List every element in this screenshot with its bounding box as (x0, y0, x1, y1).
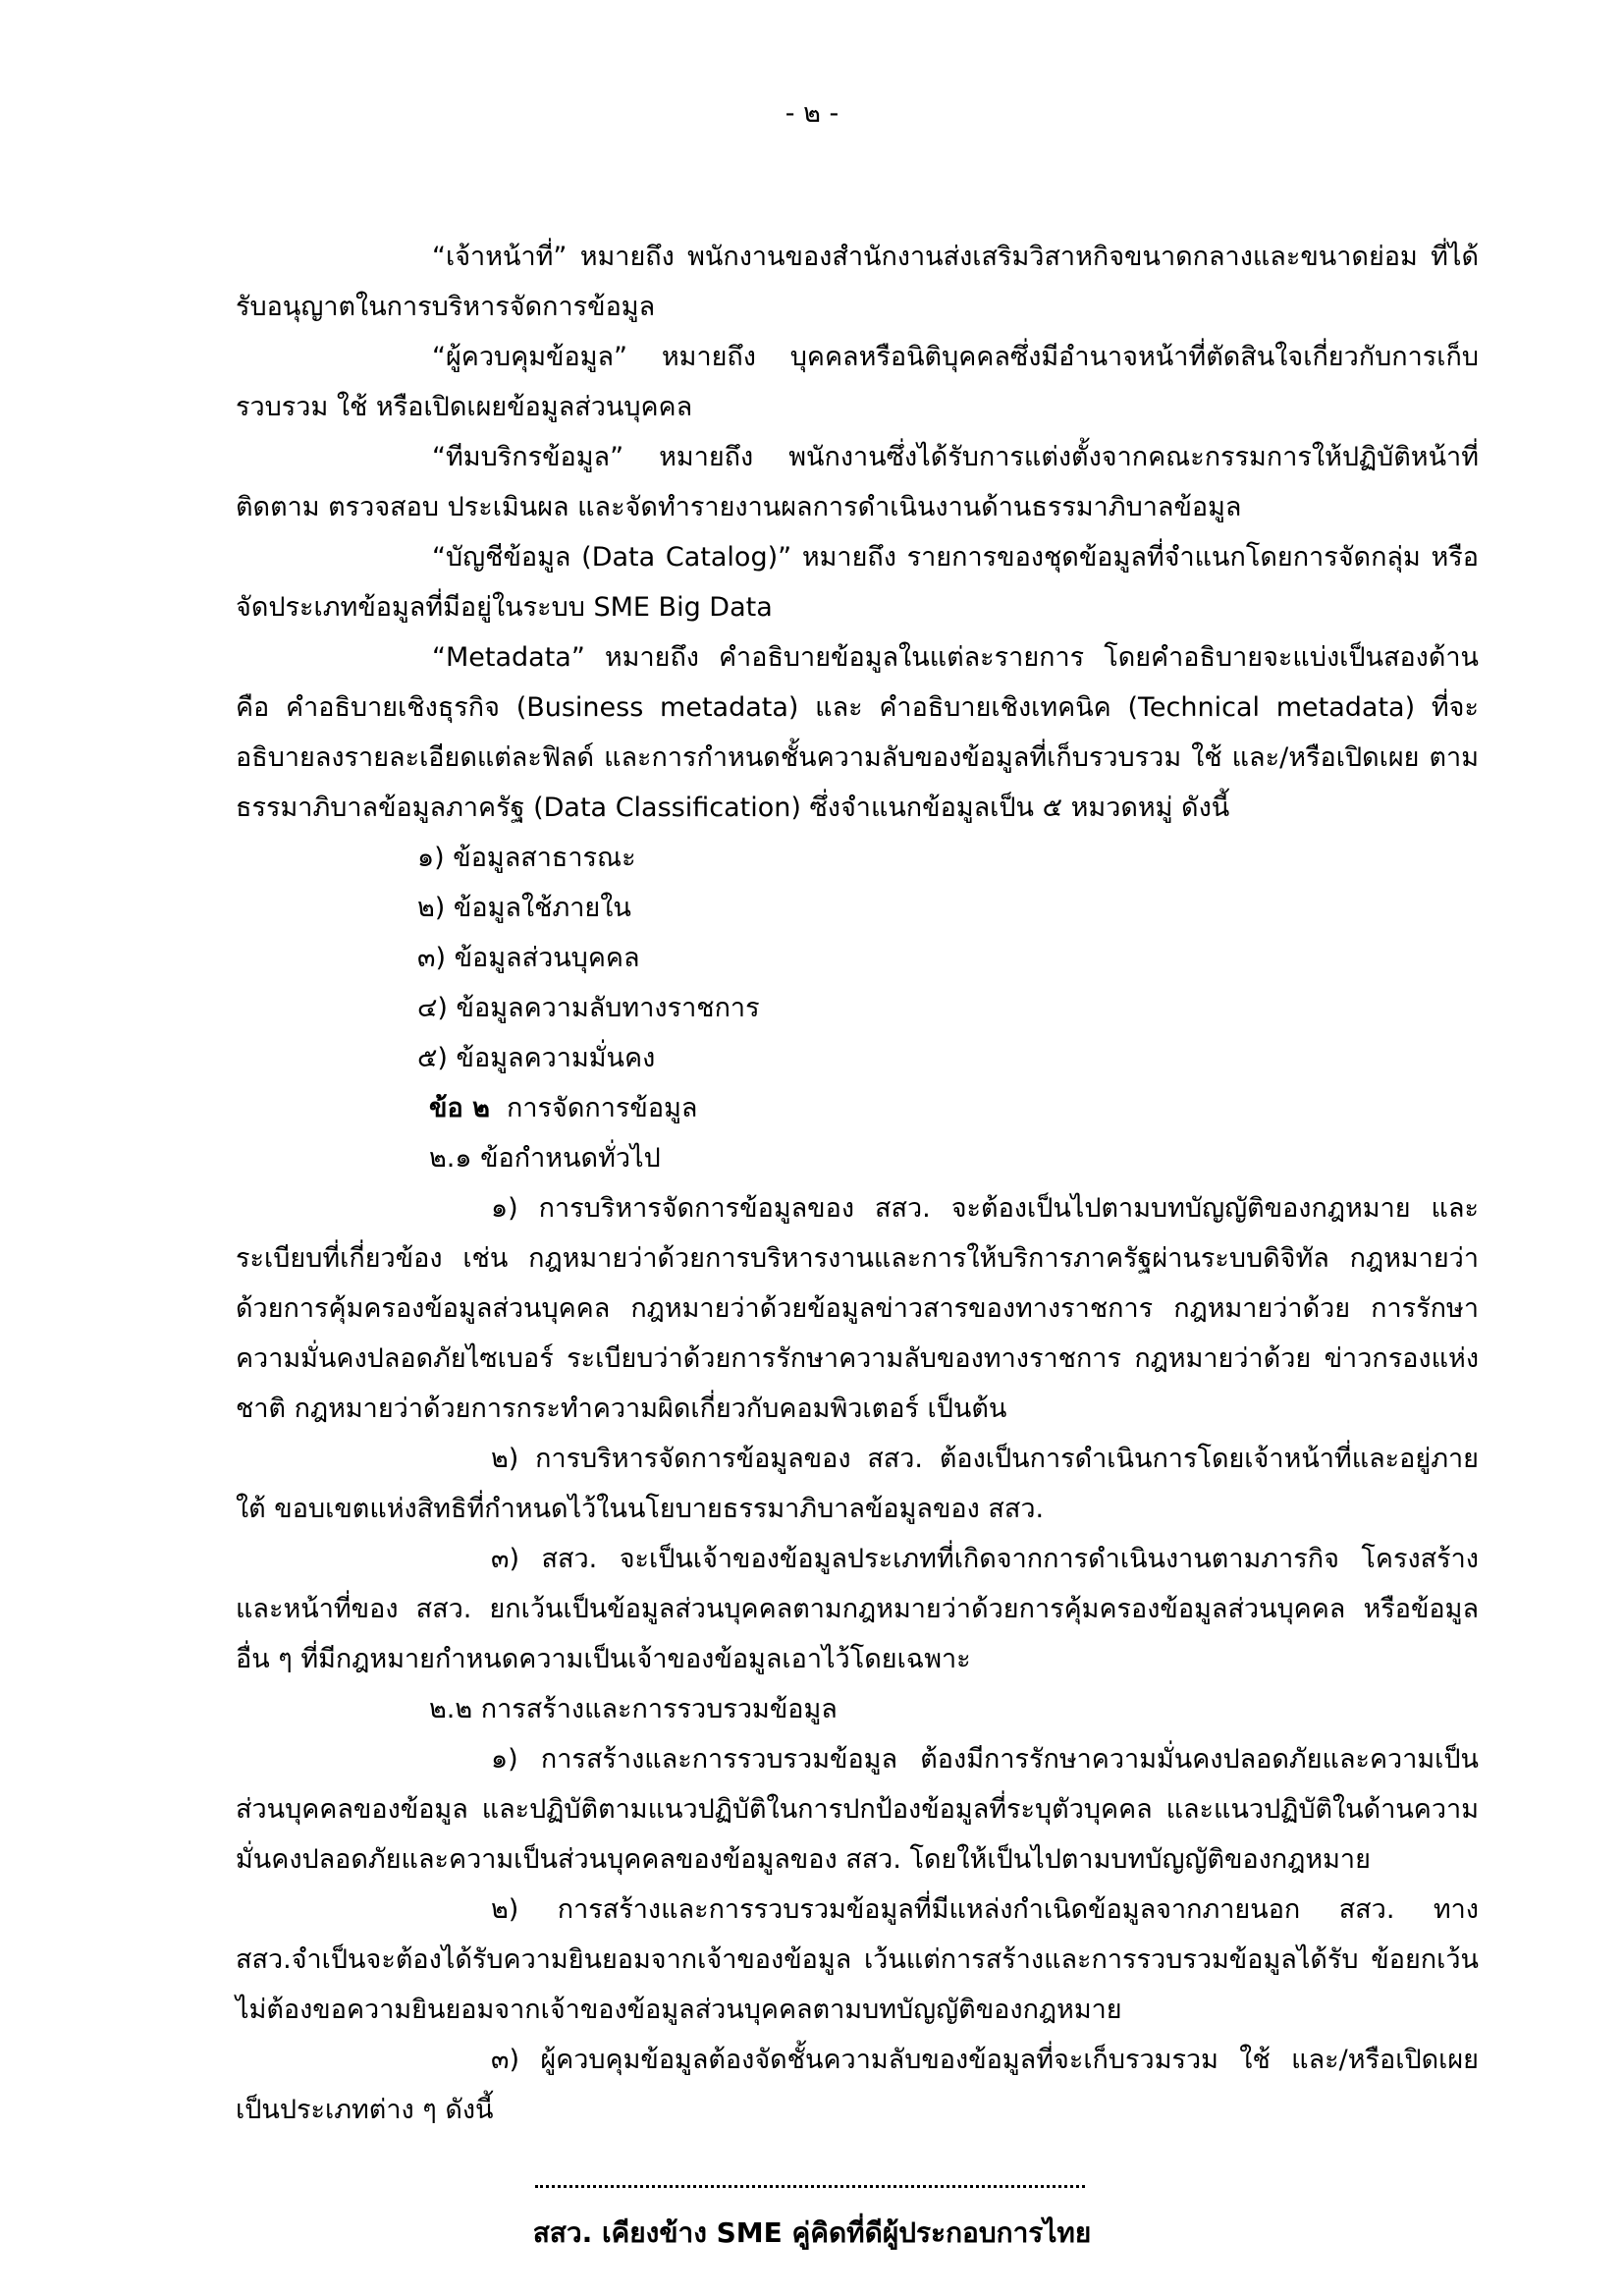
clause-title: การจัดการข้อมูล (507, 1093, 698, 1123)
definition-data-catalog: “บัญชีข้อมูล (Data Catalog)” หมายถึง รายการของชุดข้อมูลที่จำแนกโดยการจัดกลุ่ม หรือจัดประเภทข้อมูลที่มีอยู่ในระบบ SME Big Data (236, 542, 1479, 623)
section-2-1-item: ๑) การบริหารจัดการข้อมูลของ สสว. จะต้องเป็นไปตามบทบัญญัติของกฎหมาย และระเบียบที่เกี่ยวข้อง เช่น กฎหมายว่าด้วยการบริหารงานและการให้บริการภาครัฐผ่านระบบดิจิทัล กฎหมายว่าด้วยการคุ้มครองข้อมูลส่วนบุคคล กฎหมายว่าด้วยข้อมูลข่าวสารของทางราชการ กฎหมายว่าด้วย การรักษาความมั่นคงปลอดภัยไซเบอร์ ระเบียบว่าด้วยการรักษาความลับของทางราชการ กฎหมายว่าด้วย ข่าวกรองแห่งชาติ กฎหมายว่าด้วยการกระทำความผิดเกี่ยวกับคอมพิวเตอร์ เป็นต้น (236, 1193, 1479, 1424)
category-item: ๑) ข้อมูลสาธารณะ (417, 843, 636, 873)
section-2-1-heading: ๒.๑ ข้อกำหนดทั่วไป (429, 1143, 661, 1174)
clause-heading (236, 1083, 1479, 1133)
footer-dotted-rule (535, 2185, 1085, 2188)
definition-officer: “เจ้าหน้าที่” หมายถึง พนักงานของสำนักงานส่งเสริมวิสาหกิจขนาดกลางและขนาดย่อม ที่ได้รับอนุญาตในการบริหารจัดการข้อมูล (236, 242, 1479, 322)
section-2-2-item: ๒) การสร้างและการรวบรวมข้อมูลที่มีแหล่งกำเนิดข้อมูลจากภายนอก สสว. ทาง สสว.จำเป็นจะต้องได้รับความยินยอมจากเจ้าของข้อมูล เว้นแต่การสร้างและการรวบรวมข้อมูลได้รับ ข้อยกเว้นไม่ต้องขอความยินยอมจากเจ้าของข้อมูลส่วนบุคคลตามบทบัญญัติของกฎหมาย (236, 1894, 1479, 2025)
category-item: ๓) ข้อมูลส่วนบุคคล (417, 943, 640, 973)
footer-slogan: สสว. เคียงข้าง SME คู่คิดที่ดีผู้ประกอบการไทย (532, 2216, 1092, 2249)
section-2-2-item: ๑) การสร้างและการรวบรวมข้อมูล ต้องมีการรักษาความมั่นคงปลอดภัยและความเป็น ส่วนบุคคลของข้อมูล และปฏิบัติตามแนวปฏิบัติในการปกป้องข้อมูลที่ระบุตัวบุคคล และแนวปฏิบัติในด้านความ มั่นคงปลอดภัยและความเป็นส่วนบุคคลของข้อมูลของ สสว. โดยให้เป็นไปตามบทบัญญัติของกฎหมาย (236, 1744, 1479, 1875)
clause-label: ข้อ ๒ (429, 1093, 490, 1123)
definition-metadata: “Metadata” หมายถึง คำอธิบายข้อมูลในแต่ละรายการ โดยคำอธิบายจะแบ่งเป็นสองด้าน คือ คำอธิบายเชิงธุรกิจ (Business metadata) และ คำอธิบายเชิงเทคนิค (Technical metadata) ที่จะอธิบายลงรายละเอียดแต่ละฟิลด์ และการกำหนดชั้นความลับของข้อมูลที่เก็บรวบรวม ใช้ และ/หรือเปิดเผย ตามธรรมาภิบาลข้อมูลภาครัฐ (Data Classification) ซึ่งจำแนกข้อมูลเป็น ๕ หมวดหมู่ ดังนี้ (236, 642, 1479, 823)
section-2-1-item: ๒) การบริหารจัดการข้อมูลของ สสว. ต้องเป็นการดำเนินการโดยเจ้าหน้าที่และอยู่ภายใต้ ขอบเขตแห่งสิทธิที่กำหนดไว้ในนโยบายธรรมาภิบาลข้อมูลของ สสว. (236, 1444, 1479, 1524)
page-number: - ๒ - (785, 98, 839, 129)
definition-data-steward-team: “ทีมบริกรข้อมูล” หมายถึง พนักงานซึ่งได้รับการแต่งตั้งจากคณะกรรมการให้ปฏิบัติหน้าที่ ติดตาม ตรวจสอบ ประเมินผล และจัดทำรายงานผลการดำเนินงานด้านธรรมาภิบาลข้อมูล (236, 442, 1479, 522)
document-body (236, 232, 1479, 2135)
section-2-1-item: ๓) สสว. จะเป็นเจ้าของข้อมูลประเภทที่เกิดจากการดำเนินงานตามภารกิจ โครงสร้าง และหน้าที่ของ สสว. ยกเว้นเป็นข้อมูลส่วนบุคคลตามกฎหมายว่าด้วยการคุ้มครองข้อมูลส่วนบุคคล หรือข้อมูลอื่น ๆ ที่มีกฎหมายกำหนดความเป็นเจ้าของข้อมูลเอาไว้โดยเฉพาะ (236, 1544, 1479, 1674)
category-item: ๒) ข้อมูลใช้ภายใน (417, 893, 631, 923)
section-2-2-item: ๓) ผู้ควบคุมข้อมูลต้องจัดชั้นความลับของข้อมูลที่จะเก็บรวมรวม ใช้ และ/หรือเปิดเผย เป็นประเภทต่าง ๆ ดังนี้ (236, 2045, 1479, 2125)
category-item: ๔) ข้อมูลความลับทางราชการ (417, 993, 760, 1023)
definition-data-controller: “ผู้ควบคุมข้อมูล” หมายถึง บุคคลหรือนิติบุคคลซึ่งมีอำนาจหน้าที่ตัดสินใจเกี่ยวกับการเก็บ รวบรวม ใช้ หรือเปิดเผยข้อมูลส่วนบุคคล (236, 342, 1479, 422)
section-2-2-heading: ๒.๒ การสร้างและการรวบรวมข้อมูล (429, 1694, 838, 1724)
category-item: ๕) ข้อมูลความมั่นคง (417, 1043, 656, 1073)
